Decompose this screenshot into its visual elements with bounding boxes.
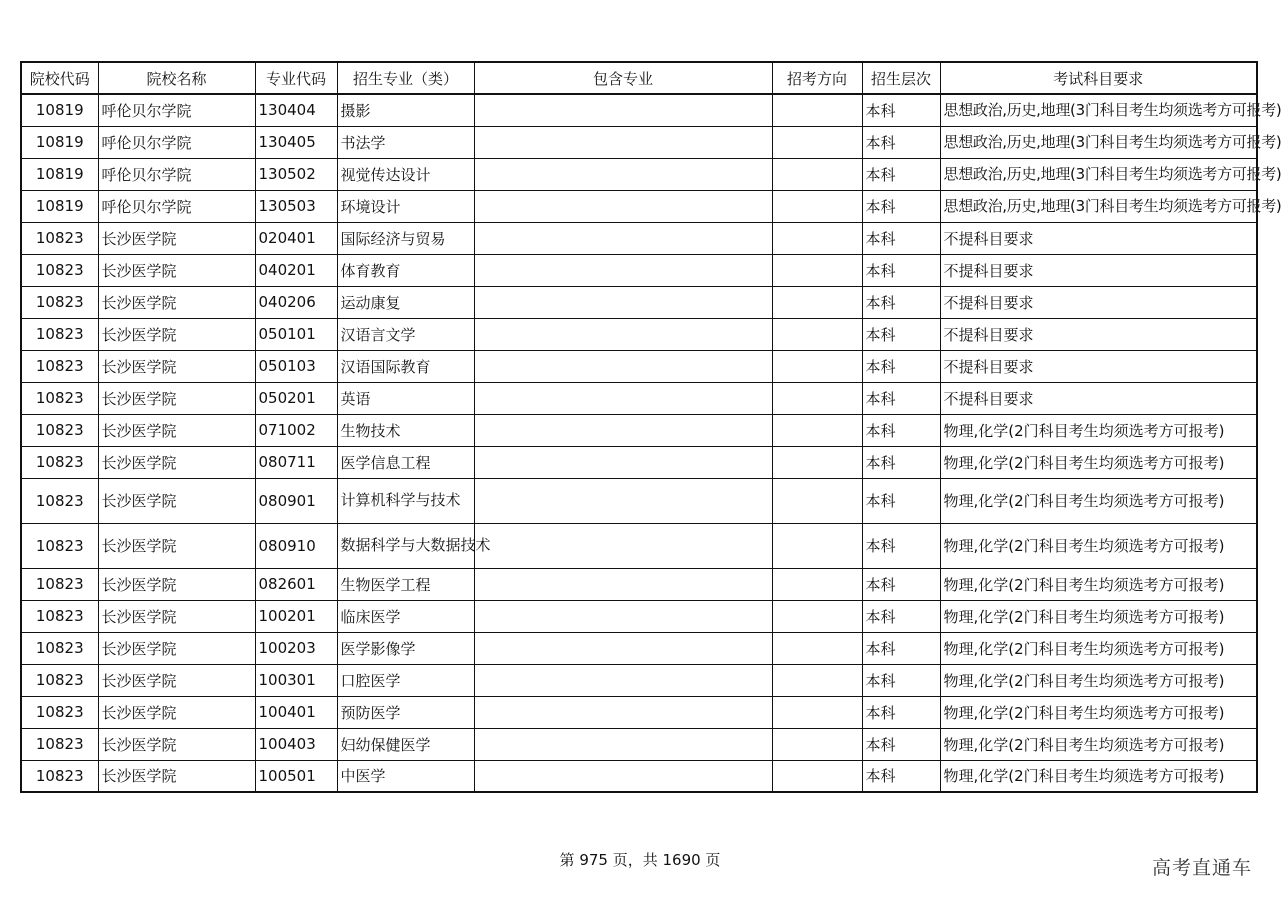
page-number: 第 975 页，共 1690 页 [559, 851, 721, 869]
table-row [21, 222, 1257, 254]
cell-direction [772, 414, 862, 446]
table-row [21, 568, 1257, 600]
cell-level: 本科 [862, 414, 940, 446]
header-major-code: 专业代码 [255, 62, 337, 94]
cell-included-majors [474, 350, 772, 382]
header-requirement: 考试科目要求 [940, 62, 1257, 94]
cell-requirement: 不提科目要求 [940, 286, 1257, 318]
table-row [21, 632, 1257, 664]
cell-requirement: 不提科目要求 [940, 350, 1257, 382]
cell-school-code: 10823 [21, 760, 98, 792]
cell-level: 本科 [862, 126, 940, 158]
cell-direction [772, 158, 862, 190]
cell-level: 本科 [862, 94, 940, 126]
cell-requirement: 物理,化学(2门科目考生均须选考方可报考) [940, 632, 1257, 664]
cell-school-name: 长沙医学院 [98, 222, 255, 254]
cell-level: 本科 [862, 728, 940, 760]
table-body [21, 94, 1282, 792]
table-row [21, 523, 1257, 568]
cell-school-code: 10823 [21, 414, 98, 446]
cell-level: 本科 [862, 523, 940, 568]
cell-requirement: 物理,化学(2门科目考生均须选考方可报考) [940, 664, 1257, 696]
cell-major: 医学影像学 [337, 632, 474, 664]
cell-major: 运动康复 [337, 286, 474, 318]
cell-direction [772, 254, 862, 286]
cell-major-code: 080910 [255, 523, 337, 568]
cell-requirement: 思想政治,历史,地理(3门科目考生均须选考方可报考) [940, 126, 1257, 158]
cell-major: 体育教育 [337, 254, 474, 286]
header-school-name: 院校名称 [98, 62, 255, 94]
cell-level: 本科 [862, 350, 940, 382]
cell-major-code: 080711 [255, 446, 337, 478]
cell-level: 本科 [862, 382, 940, 414]
cell-major-code: 100203 [255, 632, 337, 664]
cell-level: 本科 [862, 600, 940, 632]
cell-major-code: 130503 [255, 190, 337, 222]
cell-direction [772, 632, 862, 664]
cell-included-majors [474, 158, 772, 190]
table-row [21, 600, 1257, 632]
table-row [21, 664, 1257, 696]
cell-direction [772, 664, 862, 696]
cell-major: 视觉传达设计 [337, 158, 474, 190]
cell-requirement: 物理,化学(2门科目考生均须选考方可报考) [940, 760, 1257, 792]
cell-school-name: 长沙医学院 [98, 600, 255, 632]
cell-major-code: 040201 [255, 254, 337, 286]
cell-level: 本科 [862, 158, 940, 190]
cell-direction [772, 350, 862, 382]
cell-requirement: 思想政治,历史,地理(3门科目考生均须选考方可报考) [940, 190, 1257, 222]
cell-level: 本科 [862, 446, 940, 478]
table-row [21, 414, 1257, 446]
cell-major: 环境设计 [337, 190, 474, 222]
cell-school-code: 10823 [21, 318, 98, 350]
cell-direction [772, 382, 862, 414]
cell-school-name: 长沙医学院 [98, 254, 255, 286]
cell-major: 汉语国际教育 [337, 350, 474, 382]
cell-school-code: 10823 [21, 286, 98, 318]
cell-direction [772, 126, 862, 158]
cell-level: 本科 [862, 478, 940, 523]
cell-major: 书法学 [337, 126, 474, 158]
cell-school-code: 10823 [21, 382, 98, 414]
cell-major-code: 100301 [255, 664, 337, 696]
cell-school-name: 长沙医学院 [98, 286, 255, 318]
table-row [21, 728, 1257, 760]
table-row [21, 382, 1257, 414]
cell-major: 口腔医学 [337, 664, 474, 696]
cell-direction [772, 728, 862, 760]
cell-school-name: 长沙医学院 [98, 568, 255, 600]
cell-major: 生物技术 [337, 414, 474, 446]
cell-included-majors [474, 446, 772, 478]
cell-level: 本科 [862, 190, 940, 222]
cell-major: 医学信息工程 [337, 446, 474, 478]
cell-requirement: 不提科目要求 [940, 222, 1257, 254]
cell-included-majors [474, 760, 772, 792]
cell-level: 本科 [862, 318, 940, 350]
header-included-majors: 包含专业 [474, 62, 772, 94]
cell-major: 妇幼保健医学 [337, 728, 474, 760]
cell-major-code: 050201 [255, 382, 337, 414]
cell-school-name: 长沙医学院 [98, 632, 255, 664]
cell-school-code: 10819 [21, 94, 98, 126]
cell-major-code: 082601 [255, 568, 337, 600]
table-row [21, 760, 1257, 792]
cell-included-majors [474, 286, 772, 318]
cell-level: 本科 [862, 760, 940, 792]
cell-school-code: 10823 [21, 523, 98, 568]
cell-school-name: 长沙医学院 [98, 478, 255, 523]
table-row [21, 94, 1257, 126]
cell-school-code: 10819 [21, 190, 98, 222]
cell-included-majors [474, 414, 772, 446]
header-row [21, 62, 1257, 94]
cell-school-code: 10823 [21, 632, 98, 664]
cell-school-name: 长沙医学院 [98, 523, 255, 568]
table-row [21, 286, 1257, 318]
cell-level: 本科 [862, 632, 940, 664]
cell-included-majors [474, 600, 772, 632]
cell-major: 英语 [337, 382, 474, 414]
cell-level: 本科 [862, 696, 940, 728]
cell-requirement: 物理,化学(2门科目考生均须选考方可报考) [940, 600, 1257, 632]
table-row [21, 350, 1257, 382]
cell-major-code: 080901 [255, 478, 337, 523]
cell-included-majors [474, 222, 772, 254]
cell-school-name: 长沙医学院 [98, 414, 255, 446]
cell-major-code: 130502 [255, 158, 337, 190]
cell-major-code: 130405 [255, 126, 337, 158]
watermark: 高考直通车 [1151, 857, 1252, 879]
cell-requirement: 不提科目要求 [940, 382, 1257, 414]
cell-requirement: 物理,化学(2门科目考生均须选考方可报考) [940, 728, 1257, 760]
cell-included-majors [474, 478, 772, 523]
cell-level: 本科 [862, 568, 940, 600]
cell-direction [772, 523, 862, 568]
cell-major-code: 130404 [255, 94, 337, 126]
cell-school-name: 长沙医学院 [98, 350, 255, 382]
cell-school-code: 10819 [21, 126, 98, 158]
cell-requirement: 不提科目要求 [940, 318, 1257, 350]
cell-major-code: 071002 [255, 414, 337, 446]
admissions-table [20, 61, 1282, 793]
cell-school-name: 长沙医学院 [98, 728, 255, 760]
cell-school-code: 10823 [21, 446, 98, 478]
cell-school-code: 10823 [21, 222, 98, 254]
cell-direction [772, 94, 862, 126]
cell-major: 数据科学与大数据技术 [337, 523, 474, 568]
cell-direction [772, 446, 862, 478]
header-level: 招生层次 [862, 62, 940, 94]
cell-requirement: 物理,化学(2门科目考生均须选考方可报考) [940, 414, 1257, 446]
cell-level: 本科 [862, 222, 940, 254]
cell-major: 中医学 [337, 760, 474, 792]
cell-included-majors [474, 382, 772, 414]
cell-included-majors [474, 94, 772, 126]
table-row [21, 158, 1257, 190]
table-row [21, 696, 1257, 728]
cell-included-majors [474, 126, 772, 158]
cell-major: 临床医学 [337, 600, 474, 632]
cell-major: 计算机科学与技术 [337, 478, 474, 523]
header-school-code: 院校代码 [21, 62, 98, 94]
cell-included-majors [474, 696, 772, 728]
cell-included-majors [474, 568, 772, 600]
cell-major-code: 100403 [255, 728, 337, 760]
table-row [21, 126, 1257, 158]
table-row [21, 446, 1257, 478]
cell-level: 本科 [862, 286, 940, 318]
cell-major-code: 050103 [255, 350, 337, 382]
cell-major-code: 100501 [255, 760, 337, 792]
cell-school-name: 长沙医学院 [98, 696, 255, 728]
cell-major-code: 100201 [255, 600, 337, 632]
cell-major-code: 050101 [255, 318, 337, 350]
cell-school-name: 呼伦贝尔学院 [98, 190, 255, 222]
cell-school-name: 长沙医学院 [98, 446, 255, 478]
cell-included-majors [474, 664, 772, 696]
cell-requirement: 物理,化学(2门科目考生均须选考方可报考) [940, 568, 1257, 600]
cell-major-code: 040206 [255, 286, 337, 318]
cell-requirement: 不提科目要求 [940, 254, 1257, 286]
cell-school-code: 10823 [21, 696, 98, 728]
cell-school-code: 10823 [21, 568, 98, 600]
cell-direction [772, 568, 862, 600]
cell-school-code: 10823 [21, 254, 98, 286]
cell-requirement: 物理,化学(2门科目考生均须选考方可报考) [940, 696, 1257, 728]
cell-direction [772, 696, 862, 728]
cell-major: 国际经济与贸易 [337, 222, 474, 254]
cell-school-code: 10823 [21, 728, 98, 760]
cell-direction [772, 600, 862, 632]
cell-requirement: 思想政治,历史,地理(3门科目考生均须选考方可报考) [940, 94, 1257, 126]
cell-requirement: 物理,化学(2门科目考生均须选考方可报考) [940, 523, 1257, 568]
cell-requirement: 物理,化学(2门科目考生均须选考方可报考) [940, 446, 1257, 478]
cell-direction [772, 478, 862, 523]
cell-school-code: 10823 [21, 350, 98, 382]
cell-school-code: 10823 [21, 664, 98, 696]
cell-school-name: 呼伦贝尔学院 [98, 94, 255, 126]
cell-school-name: 呼伦贝尔学院 [98, 126, 255, 158]
cell-direction [772, 222, 862, 254]
cell-included-majors [474, 254, 772, 286]
header-major: 招生专业（类） [337, 62, 474, 94]
cell-major-code: 100401 [255, 696, 337, 728]
cell-school-code: 10819 [21, 158, 98, 190]
cell-direction [772, 190, 862, 222]
cell-school-code: 10823 [21, 478, 98, 523]
cell-school-name: 长沙医学院 [98, 664, 255, 696]
cell-included-majors [474, 318, 772, 350]
cell-major: 生物医学工程 [337, 568, 474, 600]
table-row [21, 318, 1257, 350]
cell-direction [772, 760, 862, 792]
cell-included-majors [474, 190, 772, 222]
cell-school-name: 长沙医学院 [98, 760, 255, 792]
cell-requirement: 思想政治,历史,地理(3门科目考生均须选考方可报考) [940, 158, 1257, 190]
cell-major: 预防医学 [337, 696, 474, 728]
header-direction: 招考方向 [772, 62, 862, 94]
table-row [21, 254, 1257, 286]
cell-requirement: 物理,化学(2门科目考生均须选考方可报考) [940, 478, 1257, 523]
cell-direction [772, 318, 862, 350]
cell-included-majors [474, 632, 772, 664]
cell-included-majors [474, 523, 772, 568]
cell-major: 摄影 [337, 94, 474, 126]
cell-level: 本科 [862, 254, 940, 286]
table-row [21, 478, 1257, 523]
cell-level: 本科 [862, 664, 940, 696]
table-row [21, 190, 1257, 222]
cell-major: 汉语言文学 [337, 318, 474, 350]
cell-school-name: 长沙医学院 [98, 318, 255, 350]
cell-school-code: 10823 [21, 600, 98, 632]
cell-included-majors [474, 728, 772, 760]
cell-direction [772, 286, 862, 318]
cell-school-name: 呼伦贝尔学院 [98, 158, 255, 190]
cell-school-name: 长沙医学院 [98, 382, 255, 414]
cell-major-code: 020401 [255, 222, 337, 254]
